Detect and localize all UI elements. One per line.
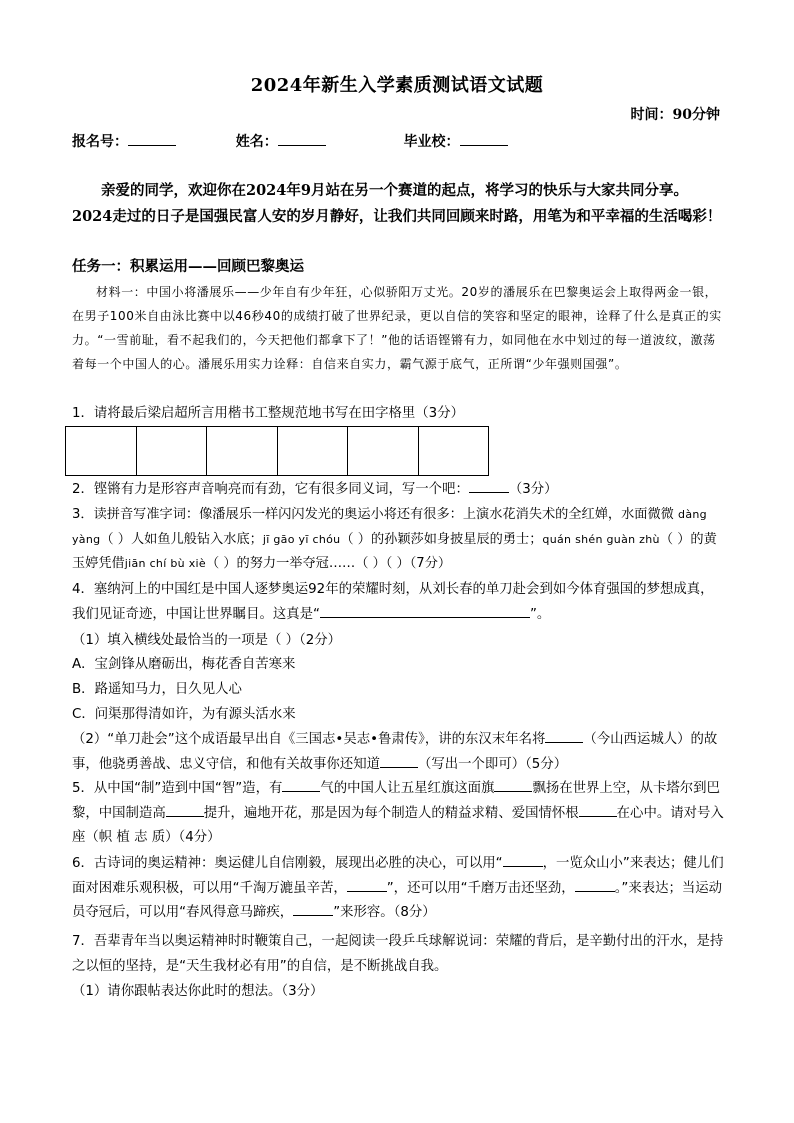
intro-paragraph: 亲爱的同学，欢迎你在2024年9月站在另一个赛道的起点，将学习的快乐与大家共同分享。2024走过的日子是国强民富人安的岁月静好，让我们共同回顾来时路，用笔为和平幸福的生活喝彩！ xyxy=(72,182,722,225)
question-3-text: （ ）的黄玉婷凭借 xyxy=(72,531,717,571)
question-4-sub2-text: （今山西运城人）的故事，他骁勇善战、忠义守信，和他有关故事你还知道 xyxy=(72,732,718,772)
question-2 xyxy=(72,478,724,503)
name-blank[interactable] xyxy=(278,131,326,146)
answer-blank[interactable] xyxy=(347,878,387,892)
answer-blank[interactable] xyxy=(545,729,583,743)
pinyin-3: quán shén guàn zhù xyxy=(542,532,660,546)
answer-blank[interactable] xyxy=(575,878,615,892)
pinyin-4: jiān chí bù xiè xyxy=(124,557,206,570)
school-label: 毕业校： xyxy=(403,134,460,150)
question-4-sub1: （1）填入横线处最恰当的一项是（ ）（2分） xyxy=(72,633,342,648)
task1-heading: 任务一：积累运用——回顾巴黎奥运 xyxy=(72,258,304,275)
answer-blank[interactable] xyxy=(380,754,418,768)
question-6 xyxy=(72,852,724,926)
material-one: 材料一：中国小将潘展乐——少年自有少年狂，心似骄阳万丈光。20岁的潘展乐在巴黎奥运会上取得两金一银，在男子100米自由泳比赛中以46秒40的成绩打破了世界纪录，更以自信的笑容和坚定的眼神，诠释了什么是真正的实力。“一雪前耻，看不起我们的，今天把他们都拿下了！”他的话语铿锵有力，如同他在水中划过的每一道波纹，激荡着每一个中国人的心。潘展乐用实力诠释：自信来自实力，霸气源于底气，正所谓“少年强则国强”。 xyxy=(72,285,722,371)
option-c[interactable]: C．问渠那得清如许，为有源头活水来 xyxy=(72,707,296,722)
question-4-text: ”。 xyxy=(529,606,551,622)
answer-blank[interactable] xyxy=(166,803,204,817)
question-2-text: 2．铿锵有力是形容声音响亮而有劲，它有很多同义词，写一个吧： xyxy=(72,482,469,497)
student-info-row xyxy=(72,131,508,151)
grid-cell[interactable] xyxy=(66,427,137,475)
answer-blank[interactable] xyxy=(503,853,543,867)
pinyin-2: jī gāo yī chóu xyxy=(262,532,341,546)
pinyin-1: dàng yàng xyxy=(72,508,707,546)
grid-cell[interactable] xyxy=(348,427,419,475)
writing-grid[interactable] xyxy=(65,426,489,476)
question-3 xyxy=(72,503,724,577)
question-5-text: 提升，遍地开花，那是因为每个制造人的精益求精、爱国情怀根 xyxy=(203,805,579,821)
question-6-text: 6．古诗词的奥运精神：奥运健儿自信刚毅，展现出必胜的决心，可以用“ xyxy=(72,856,503,871)
answer-blank[interactable] xyxy=(469,479,509,493)
question-7: 7．吾辈青年当以奥运精神时时鞭策自己，一起阅读一段乒乓球解说词：荣耀的背后，是辛勤付出的汗水，是持之以恒的坚持，是“天生我材必有用”的自信，是不断挑战自我。 xyxy=(72,934,724,974)
question-3-text: 3．读拼音写准字词：像潘展乐一样闪闪发光的奥运小将还有很多：上演水花消失术的全红婵，水面微微 xyxy=(72,507,674,522)
option-b[interactable]: B．路遥知马力，日久见人心 xyxy=(72,682,242,697)
question-5-text: 5．从中国“制”造到中国“智”造，有 xyxy=(72,781,283,796)
grid-cell[interactable] xyxy=(278,427,349,475)
question-3-text: （ ）人如鱼儿般钻入水底； xyxy=(100,531,263,547)
question-5 xyxy=(72,777,724,851)
option-a[interactable]: A．宝剑锋从磨砺出，梅花香自苦寒来 xyxy=(72,657,296,672)
question-6-text: ”，还可以用“千磨万击还坚劲， xyxy=(386,880,575,896)
answer-blank[interactable] xyxy=(293,902,333,916)
school-blank[interactable] xyxy=(460,131,508,146)
registration-label: 报名号： xyxy=(72,134,128,150)
question-3-text: （ ）的努力一举夺冠……（ ）（ ）（7分） xyxy=(205,556,452,571)
question-6-text: ”来形容。（8分） xyxy=(333,905,436,920)
registration-blank[interactable] xyxy=(128,131,176,146)
grid-cell[interactable] xyxy=(137,427,208,475)
question-3-text: （ ）的孙颖莎如身披星辰的勇士； xyxy=(340,531,543,547)
exam-time: 时间：90分钟 xyxy=(630,107,720,123)
question-5-text: 气的中国人让五星红旗这面旗 xyxy=(320,781,495,796)
name-label: 姓名： xyxy=(235,134,278,150)
question-5-text: 在心中。请对号入座（帜 植 志 质）（4分） xyxy=(72,805,724,845)
question-7-sub1: （1）请你跟帖表达你此时的想法。（3分） xyxy=(72,984,324,999)
grid-cell[interactable] xyxy=(207,427,278,475)
answer-blank[interactable] xyxy=(282,778,320,792)
question-4-sub2-text: （2）“单刀赴会”这个成语最早出自《三国志•吴志•鲁肃传》，讲的东汉末年名将 xyxy=(72,732,546,747)
page-title: 2024年新生入学素质测试语文试题 xyxy=(250,75,544,96)
answer-blank[interactable] xyxy=(494,778,532,792)
question-6-text: 。”来表达；当运动员夺冠后，可以用“春风得意马蹄疾， xyxy=(72,880,723,920)
question-4 xyxy=(72,578,724,627)
answer-blank[interactable] xyxy=(320,604,530,618)
question-4-sub2-text: （写出一个即可）（5分） xyxy=(417,756,568,772)
question-4-text: 4．塞纳河上的中国红是中国人逐梦奥运92年的荣耀时刻，从刘长春的单刀赴会到如今体育强国的梦想成真，我们见证奇迹，中国让世界瞩目。这真是“ xyxy=(72,582,714,622)
question-1: 1．请将最后梁启超所言用楷书工整规范地书写在田字格里（3分） xyxy=(72,406,464,421)
question-4-sub2 xyxy=(72,728,724,777)
question-2-score: （3分） xyxy=(508,482,558,497)
answer-blank[interactable] xyxy=(579,803,617,817)
question-5-text: 飘扬在世界上空，从卡塔尔到巴黎，中国制造高 xyxy=(72,781,720,821)
question-6-text: ，一览众山小”来表达；健儿们面对困难乐观积极，可以用“千淘万漉虽辛苦， xyxy=(72,856,724,896)
grid-cell[interactable] xyxy=(419,427,489,475)
